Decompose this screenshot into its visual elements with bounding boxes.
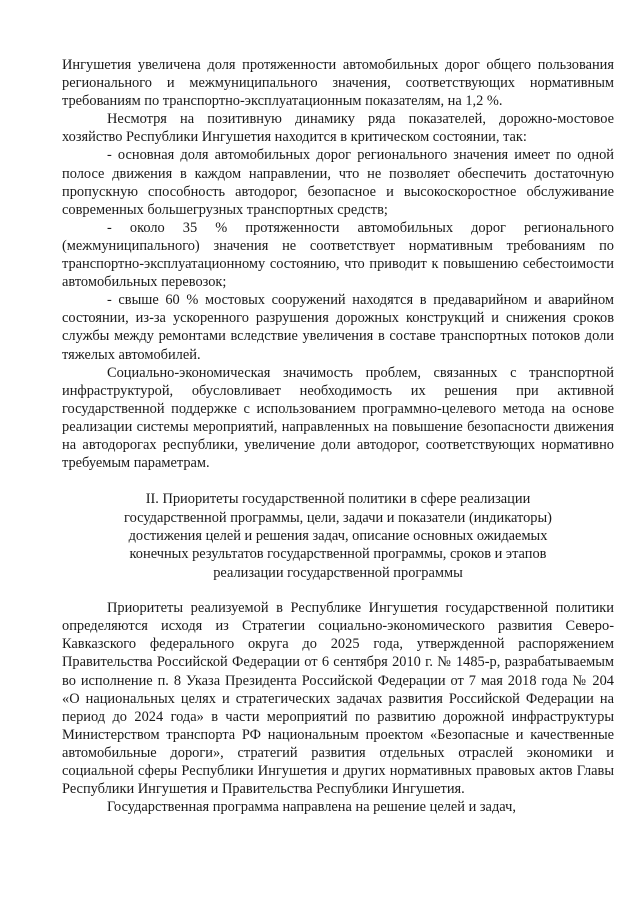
paragraph-socio-economic: Социально-экономическая значимость проблем, связанных с транспортной инфраструктурой, обусловливает необходимость их решения при активной государственной поддержке с использованием программно-целевого метода на основе реализации системы мероприятий, направленных на повышение безопасности движения на автодорогах республики, увеличение доли автодорог, соответствующих нормативно требуемым параметрам. — [62, 364, 614, 472]
list-item-bridges: - свыше 60 % мостовых сооружений находятся в предаварийном и аварийном состоянии, из-за ускоренного разрушения дорожных конструкций и снижения сроков службы между ремонтами вследствие увеличения в составе транспортных потоков доли тяжелых автомобилей. — [62, 292, 614, 363]
document-page — [62, 56, 614, 816]
list-item-single-lane: - основная доля автомобильных дорог регионального значения имеет по одной полосе движения в каждом направлении, что не позволяет обеспечить достаточную пропускную способность автодорог, безопасное и высокоскоростное обслуживание современных большегрузных транспортных средств; — [62, 147, 614, 218]
paragraph-program-goals: Государственная программа направлена на решение целей и задач, — [107, 799, 516, 816]
list-item-35-percent: - около 35 % протяженности автомобильных дорог регионального (межмуниципального) значения не соответствует нормативным требованиям по транспортно-эксплуатационному состоянию, что приводит к повышению себестоимости автомобильных перевозок; — [62, 219, 614, 291]
section-heading: II. Приоритеты государственной политики в сфере реализации государственной программы, цели, задачи и показатели (индикаторы) достижения целей и решения задач, описание основных ожидаемых конечных результатов государственной программы, сроков и этапов реализации государственной программы — [124, 491, 552, 581]
paragraph-priorities: Приоритеты реализуемой в Республике Ингушетия государственной политики определяются исходя из Стратегии социально-экономического развития Северо-Кавказского федерального округа до 2025 года, утвержденной распоряжением Правительства Российской Федерации от 6 сентября 2010 г. № 1485-р, разрабатываемым во исполнение п. 8 Указа Президента Российской Федерации от 7 мая 2018 года № 204 «О национальных целях и стратегических задачах развития Российской Федерации на период до 2024 года» в части мероприятий по развитию дорожной инфраструктуры Министерством транспорта РФ национальным проектом «Безопасные и качественные автомобильные дороги», стратегий развития отдельных отраслей экономики и социальной сферы Республики Ингушетия и других нормативных правовых актов Главы Республики Ингушетия и Правительства Республики Ингушетия. — [62, 600, 614, 798]
paragraph-road-share: Ингушетия увеличена доля протяженности автомобильных дорог общего пользования регионального и межмуниципального значения, соответствующих нормативным требованиям по транспортно-эксплуатационным показателям, на 1,2 %. — [62, 57, 614, 110]
paragraph-critical-state: Несмотря на позитивную динамику ряда показателей, дорожно-мостовое хозяйство Республики Ингушетия находится в критическом состоянии, так: — [62, 111, 614, 146]
